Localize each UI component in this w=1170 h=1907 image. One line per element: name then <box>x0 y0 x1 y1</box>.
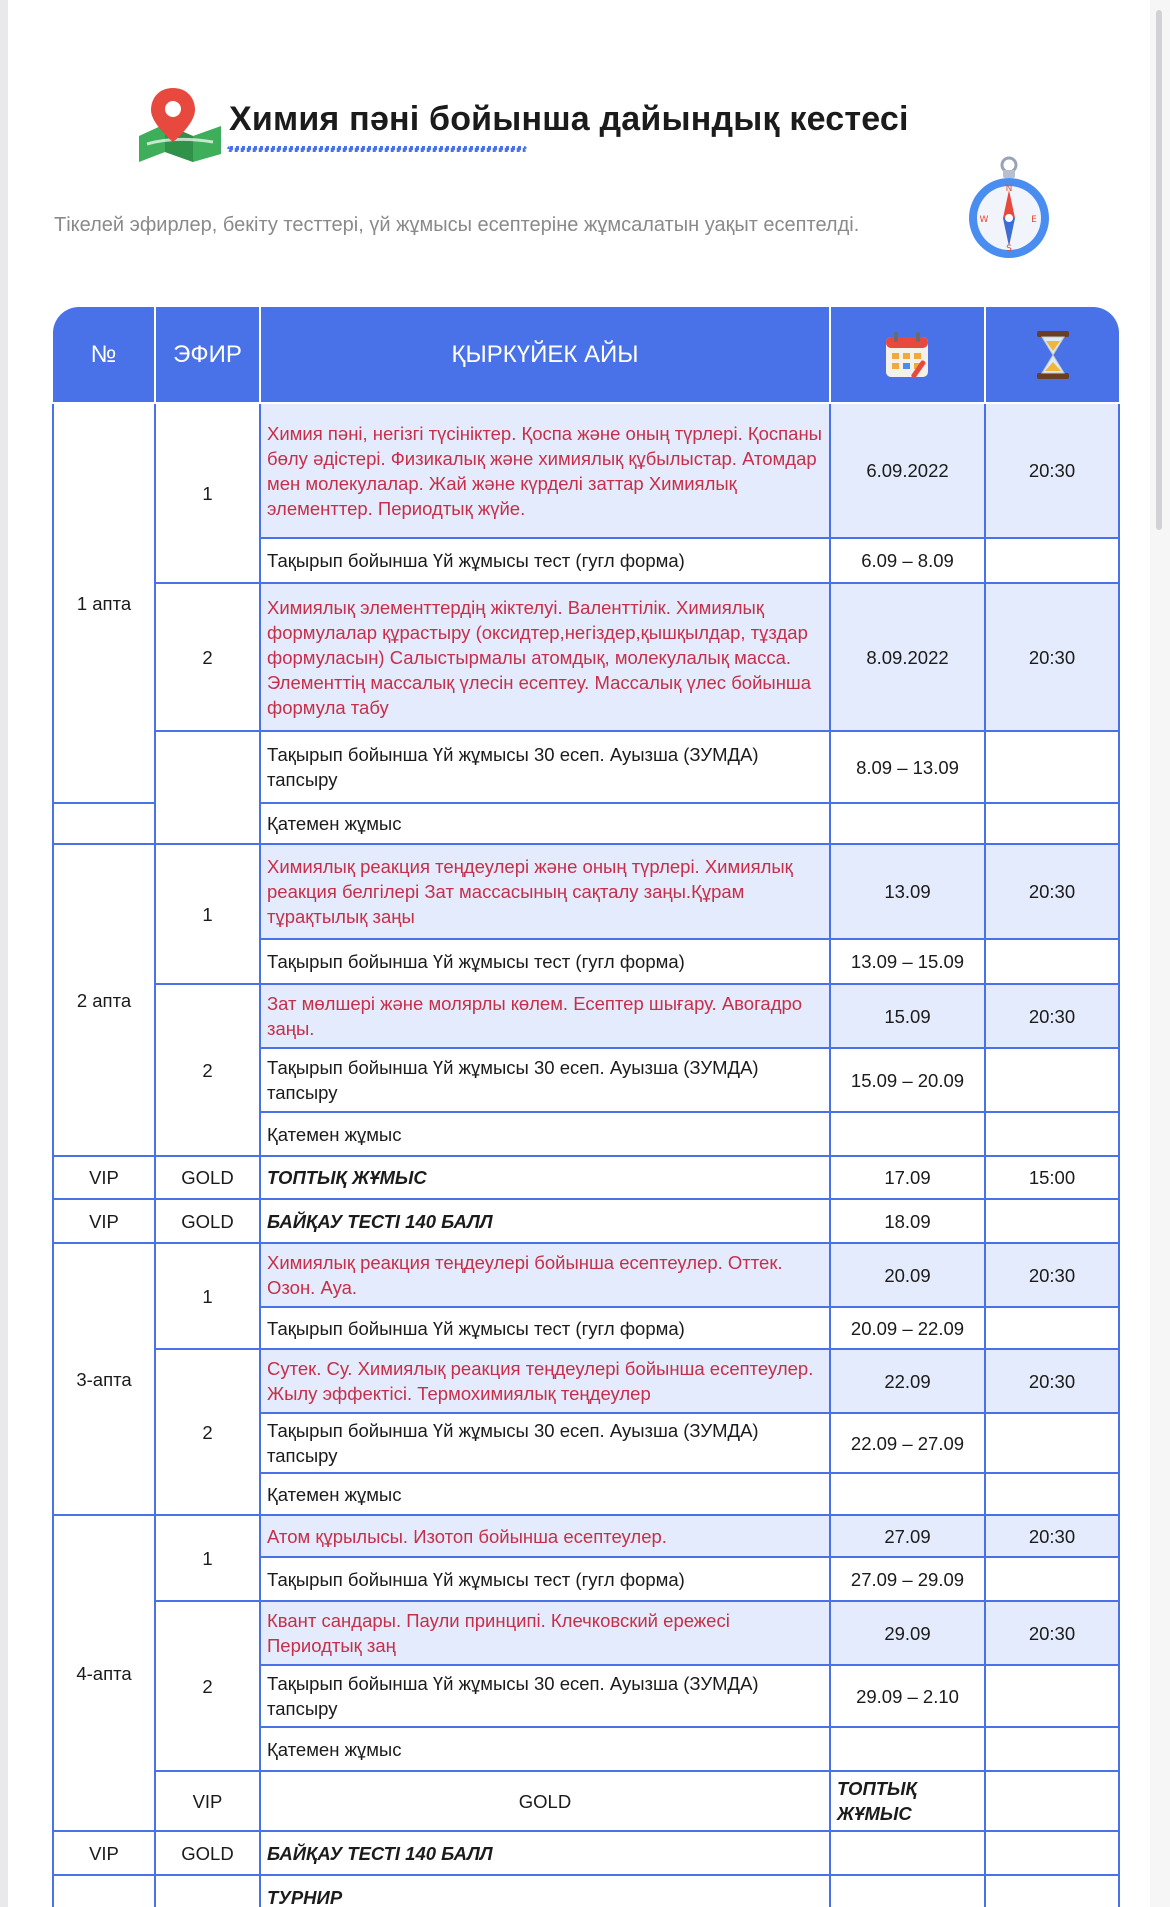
table-row <box>53 1601 1119 1665</box>
svg-text:N: N <box>1005 184 1013 194</box>
svg-text:E: E <box>1031 215 1037 225</box>
date-cell <box>985 1771 1119 1831</box>
time-cell <box>985 731 1119 803</box>
date-cell: 20.09 <box>830 1243 985 1307</box>
topic-cell: БАЙҚАУ ТЕСТІ 140 БАЛЛ <box>260 1831 830 1875</box>
date-cell <box>830 1112 985 1156</box>
date-cell: 6.09.2022 <box>830 403 985 538</box>
topic-cell: ТУРНИР <box>260 1875 830 1907</box>
svg-text:S: S <box>1006 244 1012 254</box>
vip-cell: VIP <box>53 1199 155 1243</box>
date-cell <box>830 803 985 844</box>
table-row <box>53 844 1119 939</box>
date-cell: 15.09 <box>830 984 985 1048</box>
topic-cell: Қатемен жұмыс <box>260 1727 830 1771</box>
table-row <box>53 1515 1119 1557</box>
topic-cell: Тақырып бойынша Үй жұмысы 30 есеп. Ауызша (ЗУМДА) тапсыру <box>260 1413 830 1473</box>
table-row <box>53 1156 1119 1199</box>
efir-empty <box>155 731 260 844</box>
topic-cell: Тақырып бойынша Үй жұмысы тест (гугл форма) <box>260 1307 830 1349</box>
date-cell: 29.09 <box>830 1601 985 1665</box>
date-cell: 29.09 – 2.10 <box>830 1665 985 1727</box>
time-cell <box>985 1112 1119 1156</box>
time-cell: 20:30 <box>985 583 1119 731</box>
table-row <box>53 403 1119 538</box>
week-empty <box>53 803 155 844</box>
hourglass-icon <box>1033 329 1073 381</box>
header-number: № <box>53 307 155 403</box>
page-subtitle: Тікелей эфирлер, бекіту тесттері, үй жұмысы есептеріне жұмсалатын уақыт есептелді. <box>54 214 860 236</box>
efir-number: 1 <box>155 403 260 583</box>
vip-cell: VIP <box>155 1771 260 1831</box>
topic-cell: Қатемен жұмыс <box>260 1112 830 1156</box>
week-cell: 1 апта <box>53 403 155 803</box>
time-cell <box>985 939 1119 984</box>
date-cell: 27.09 – 29.09 <box>830 1557 985 1601</box>
topic-cell: Квант сандары. Паули принципі. Клечковский ережесі Периодтық заң <box>260 1601 830 1665</box>
time-cell: 20:30 <box>985 1601 1119 1665</box>
topic-cell: Атом құрылысы. Изотоп бойынша есептеулер. <box>260 1515 830 1557</box>
date-cell: 27.09 <box>830 1515 985 1557</box>
title-block <box>135 80 955 170</box>
topic-cell: Химиялық элементтердің жіктелуі. Валенттілік. Химиялық формулалар құрастыру (оксидтер,негіздер,қышқылдар, тұздар формуласын) Салыстырмалы атомдық, молекулалық масса. Элементтің массалық үлесін есептеу. Массалық үлес бойынша формула табу <box>260 583 830 731</box>
topic-cell: Тақырып бойынша Үй жұмысы 30 есеп. Ауызша (ЗУМДА) тапсыру <box>260 731 830 803</box>
date-cell: 13.09 <box>830 844 985 939</box>
week-cell: 2 апта <box>53 844 155 1156</box>
time-cell: 15:00 <box>985 1156 1119 1199</box>
time-cell: 20:30 <box>985 844 1119 939</box>
topic-cell: Зат мөлшері және молярлы көлем. Есептер шығару. Авогадро заңы. <box>260 984 830 1048</box>
time-cell <box>985 1875 1119 1907</box>
time-cell <box>985 1413 1119 1473</box>
time-cell <box>985 1831 1119 1875</box>
date-cell <box>830 1473 985 1515</box>
vip-empty <box>53 1875 155 1907</box>
compass-icon <box>960 155 1050 265</box>
topic-cell: Тақырып бойынша Үй жұмысы 30 есеп. Ауызша (ЗУМДА) тапсыру <box>260 1665 830 1727</box>
topic-cell: Тақырып бойынша Үй жұмысы тест (гугл форма) <box>260 939 830 984</box>
time-cell <box>985 1665 1119 1727</box>
date-cell: 17.09 <box>830 1156 985 1199</box>
efir-number: 1 <box>155 1515 260 1601</box>
table-row <box>53 583 1119 731</box>
table-row <box>53 1349 1119 1413</box>
week-cell: 4-апта <box>53 1515 155 1831</box>
header-time <box>985 307 1119 403</box>
gold-cell: GOLD <box>155 1831 260 1875</box>
time-cell <box>985 1048 1119 1112</box>
gold-cell: GOLD <box>155 1156 260 1199</box>
topic-cell: Тақырып бойынша Үй жұмысы тест (гугл форма) <box>260 538 830 583</box>
time-cell: 20:30 <box>985 984 1119 1048</box>
title-underline <box>227 146 527 152</box>
topic-cell: Химиялық реакция теңдеулері және оның түрлері. Химиялық реакция белгілері Зат массасының сақталу заңы.Құрам тұрақтылық заңы <box>260 844 830 939</box>
topic-cell: Химия пәні, негізгі түсініктер. Қоспа және оның түрлері. Қоспаны бөлу әдістері. Физикалық және химиялық құбылыстар. Атомдар мен молекулалар. Жай және күрделі заттар Химиялық элементтер. Периодтық жүйе. <box>260 403 830 538</box>
map-pin-icon <box>135 84 227 164</box>
table-row <box>53 1243 1119 1307</box>
table-header-row <box>53 307 1119 403</box>
header-date <box>830 307 985 403</box>
gold-empty <box>155 1875 260 1907</box>
topic-cell: БАЙҚАУ ТЕСТІ 140 БАЛЛ <box>260 1199 830 1243</box>
scrollbar[interactable] <box>1156 10 1162 530</box>
time-cell <box>985 1557 1119 1601</box>
topic-cell: Қатемен жұмыс <box>260 803 830 844</box>
date-cell: 15.09 – 20.09 <box>830 1048 985 1112</box>
date-cell <box>830 1875 985 1907</box>
time-cell <box>985 1473 1119 1515</box>
date-cell: 22.09 – 27.09 <box>830 1413 985 1473</box>
efir-number: 2 <box>155 984 260 1156</box>
svg-text:W: W <box>979 215 989 225</box>
vip-cell: VIP <box>53 1831 155 1875</box>
topic-cell: Сутек. Су. Химиялық реакция теңдеулері бойынша есептеулер. Жылу эффектісі. Термохимиялық теңдеулер <box>260 1349 830 1413</box>
topic-cell: Қатемен жұмыс <box>260 1473 830 1515</box>
table-row <box>53 731 1119 803</box>
page-edge <box>0 0 8 1907</box>
efir-number: 2 <box>155 583 260 731</box>
time-cell: 20:30 <box>985 1349 1119 1413</box>
topic-cell: Тақырып бойынша Үй жұмысы тест (гугл форма) <box>260 1557 830 1601</box>
time-cell <box>985 803 1119 844</box>
date-cell: 18.09 <box>830 1199 985 1243</box>
calendar-icon <box>882 329 934 381</box>
efir-number: 1 <box>155 1243 260 1349</box>
time-cell <box>985 1307 1119 1349</box>
page-title: Химия пәні бойынша дайындық кестесі <box>229 100 909 138</box>
date-cell <box>830 1831 985 1875</box>
table-row <box>53 1771 1119 1831</box>
efir-number: 2 <box>155 1349 260 1515</box>
gold-cell: GOLD <box>260 1771 830 1831</box>
date-cell: 6.09 – 8.09 <box>830 538 985 583</box>
table-row <box>53 1199 1119 1243</box>
date-cell: 20.09 – 22.09 <box>830 1307 985 1349</box>
date-cell <box>830 1727 985 1771</box>
time-cell <box>985 1199 1119 1243</box>
topic-cell: ТОПТЫҚ ЖҰМЫС <box>830 1771 985 1831</box>
efir-number: 1 <box>155 844 260 984</box>
time-cell: 20:30 <box>985 1515 1119 1557</box>
header-efir: ЭФИР <box>155 307 260 403</box>
table-row <box>53 984 1119 1048</box>
time-cell <box>985 538 1119 583</box>
header-month: ҚЫРКҮЙЕК АЙЫ <box>260 307 830 403</box>
date-cell: 13.09 – 15.09 <box>830 939 985 984</box>
topic-cell: Химиялық реакция теңдеулері бойынша есептеулер. Оттек. Озон. Ауа. <box>260 1243 830 1307</box>
date-cell: 8.09 – 13.09 <box>830 731 985 803</box>
vip-cell: VIP <box>53 1156 155 1199</box>
schedule-table <box>52 307 1120 1907</box>
time-cell <box>985 1727 1119 1771</box>
table-row <box>53 1875 1119 1907</box>
table-row <box>53 1831 1119 1875</box>
week-cell: 3-апта <box>53 1243 155 1515</box>
date-cell: 22.09 <box>830 1349 985 1413</box>
time-cell: 20:30 <box>985 1243 1119 1307</box>
topic-cell: ТОПТЫҚ ЖҰМЫС <box>260 1156 830 1199</box>
time-cell: 20:30 <box>985 403 1119 538</box>
date-cell: 8.09.2022 <box>830 583 985 731</box>
gold-cell: GOLD <box>155 1199 260 1243</box>
topic-cell: Тақырып бойынша Үй жұмысы 30 есеп. Ауызша (ЗУМДА) тапсыру <box>260 1048 830 1112</box>
efir-number: 2 <box>155 1601 260 1771</box>
